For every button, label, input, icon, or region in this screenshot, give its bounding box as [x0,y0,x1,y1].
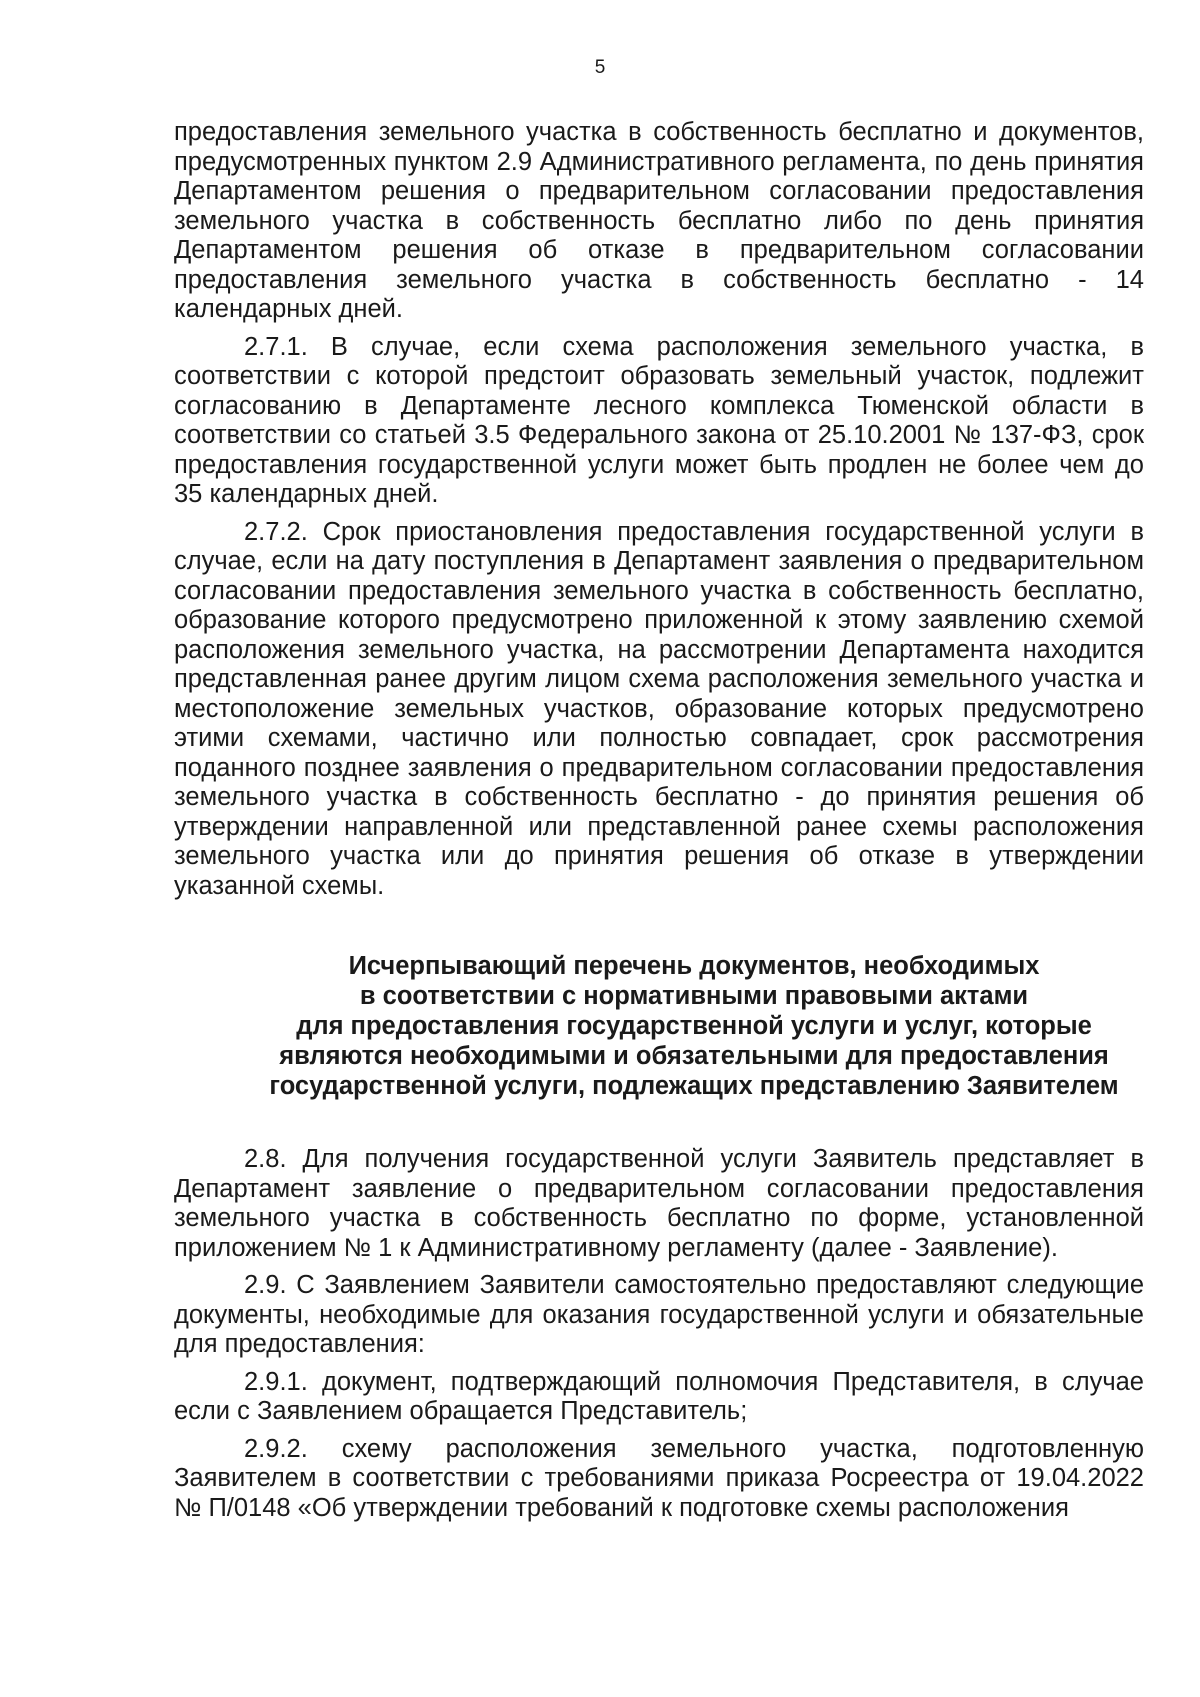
page-number: 5 [594,57,606,78]
paragraph-2-9: 2.9. С Заявлением Заявители самостоятельно предоставляют следующие документы, необходимые для оказания государственной услуги и обязательные для предоставления: [174,1271,1144,1358]
document-body [174,118,1144,1531]
heading-line: Исчерпывающий перечень документов, необходимых [348,952,1040,980]
section-heading [174,951,1144,1101]
paragraph-2-7-2: 2.7.2. Срок приостановления предоставления государственной услуги в случае, если на дату поступления в Департамент заявления о предварительном согласовании предоставления земельного участка в собственность бесплатно, образование которого предусмотрено приложенной к этому заявлению схемой расположения земельного участка, на рассмотрении Департамента находится представленная ранее другим лицом схема расположения земельного участка и местоположение земельных участков, образование которых предусмотрено этими схемами, частично или полностью совпадает, срок рассмотрения поданного позднее заявления о предварительном согласовании предоставления земельного участка в собственность бесплатно - до принятия решения об утверждении направленной или представленной ранее схемы расположения земельного участка или до принятия решения об отказе в утверждении указанной схемы. [174,517,1144,900]
heading-line: являются необходимыми и обязательными для предоставления [279,1042,1109,1070]
paragraph-2-8: 2.8. Для получения государственной услуги Заявитель представляет в Департамент заявление о предварительном согласовании предоставления земельного участка в собственность бесплатно по форме, установленной приложением № 1 к Административному регламенту (далее - Заявление). [174,1145,1144,1262]
paragraph-2-9-2: 2.9.2. схему расположения земельного участка, подготовленную Заявителем в соответствии с требованиями приказа Росреестра от 19.04.2022 № П/0148 «Об утверждении требований к подготовке схемы расположения [174,1434,1144,1522]
heading-line: для предоставления государственной услуги и услуг, которые [296,1012,1092,1040]
heading-line: государственной услуги, подлежащих представлению Заявителем [269,1072,1119,1100]
heading-line: в соответствии с нормативными правовыми актами [359,982,1029,1010]
paragraph-2-9-1: 2.9.1. документ, подтверждающий полномочия Представителя, в случае если с Заявлением обращается Представитель; [174,1367,1144,1425]
paragraph-continuation: предоставления земельного участка в собственность бесплатно и документов, предусмотренных пунктом 2.9 Административного регламента, по день принятия Департаментом решения о предварительном согласовании предоставления земельного участка в собственность бесплатно либо по день принятия Департаментом решения об отказе в предварительном согласовании предоставления земельного участка в собственность бесплатно - 14 календарных дней. [174,118,1144,323]
paragraph-2-7-1: 2.7.1. В случае, если схема расположения земельного участка, в соответствии с которой предстоит образовать земельный участок, подлежит согласованию в Департаменте лесного комплекса Тюменской области в соответствии со статьей 3.5 Федерального закона от 25.10.2001 № 137-ФЗ, срок предоставления государственной услуги может быть продлен не более чем до 35 календарных дней. [174,332,1144,508]
